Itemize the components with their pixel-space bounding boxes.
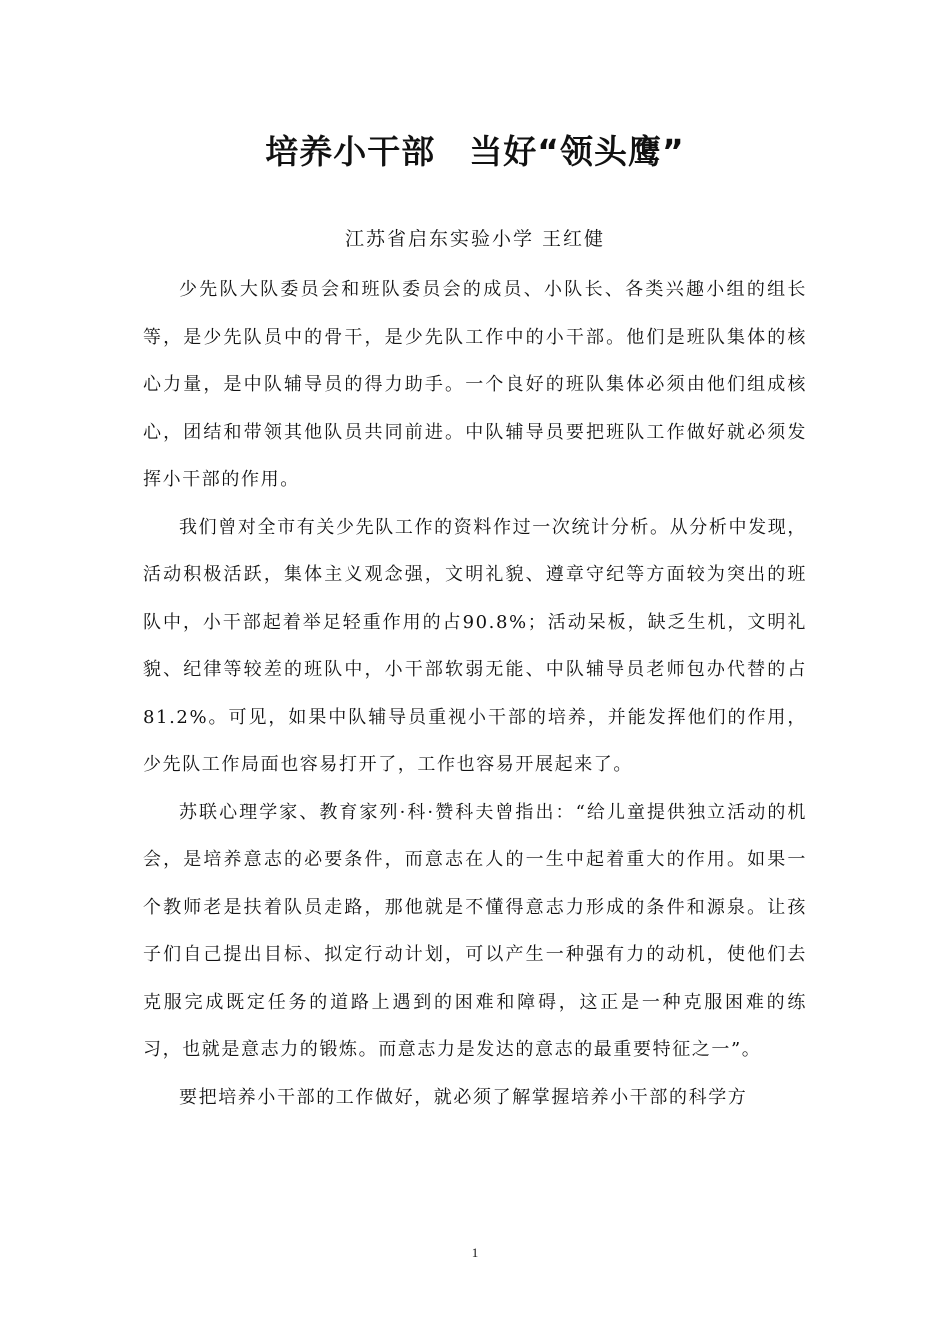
document-body xyxy=(143,266,807,1121)
paragraph: 少先队大队委员会和班队委员会的成员、小队长、各类兴趣小组的组长等，是少先队员中的骨干，是少先队工作中的小干部。他们是班队集体的核心力量，是中队辅导员的得力助手。一个良好的班队集体必须由他们组成核心，团结和带领其他队员共同前进。中队辅导员要把班队工作做好就必须发挥小干部的作用。 xyxy=(143,279,807,490)
document-title: 培养小干部 当好“领头鹰” xyxy=(265,132,685,171)
page-number: 1 xyxy=(471,1245,479,1260)
paragraph: 我们曾对全市有关少先队工作的资料作过一次统计分析。从分析中发现，活动积极活跃，集体主义观念强，文明礼貌、遵章守纪等方面较为突出的班队中，小干部起着举足轻重作用的占90.8%；活动呆板，缺乏生机，文明礼貌、纪律等较差的班队中，小干部软弱无能、中队辅导员老师包办代替的占81.2%。可见，如果中队辅导员重视小干部的培养，并能发挥他们的作用，少先队工作局面也容易打开了，工作也容易开展起来了。 xyxy=(143,516,807,775)
paragraph: 苏联心理学家、教育家列·科·赞科夫曾指出：“给儿童提供独立活动的机会，是培养意志的必要条件，而意志在人的一生中起着重大的作用。如果一个教师老是扶着队员走路，那他就是不懂得意志力形成的条件和源泉。让孩子们自己提出目标、拟定行动计划，可以产生一种强有力的动机，使他们去克服完成既定任务的道路上遇到的困难和障碍，这正是一种克服困难的练习，也就是意志力的锻炼。而意志力是发达的意志的最重要特征之一”。 xyxy=(143,801,807,1060)
author-line: 江苏省启东实验小学 王红健 xyxy=(344,228,606,250)
paragraph: 要把培养小干部的工作做好，就必须了解掌握培养小干部的科学方 xyxy=(179,1086,748,1108)
